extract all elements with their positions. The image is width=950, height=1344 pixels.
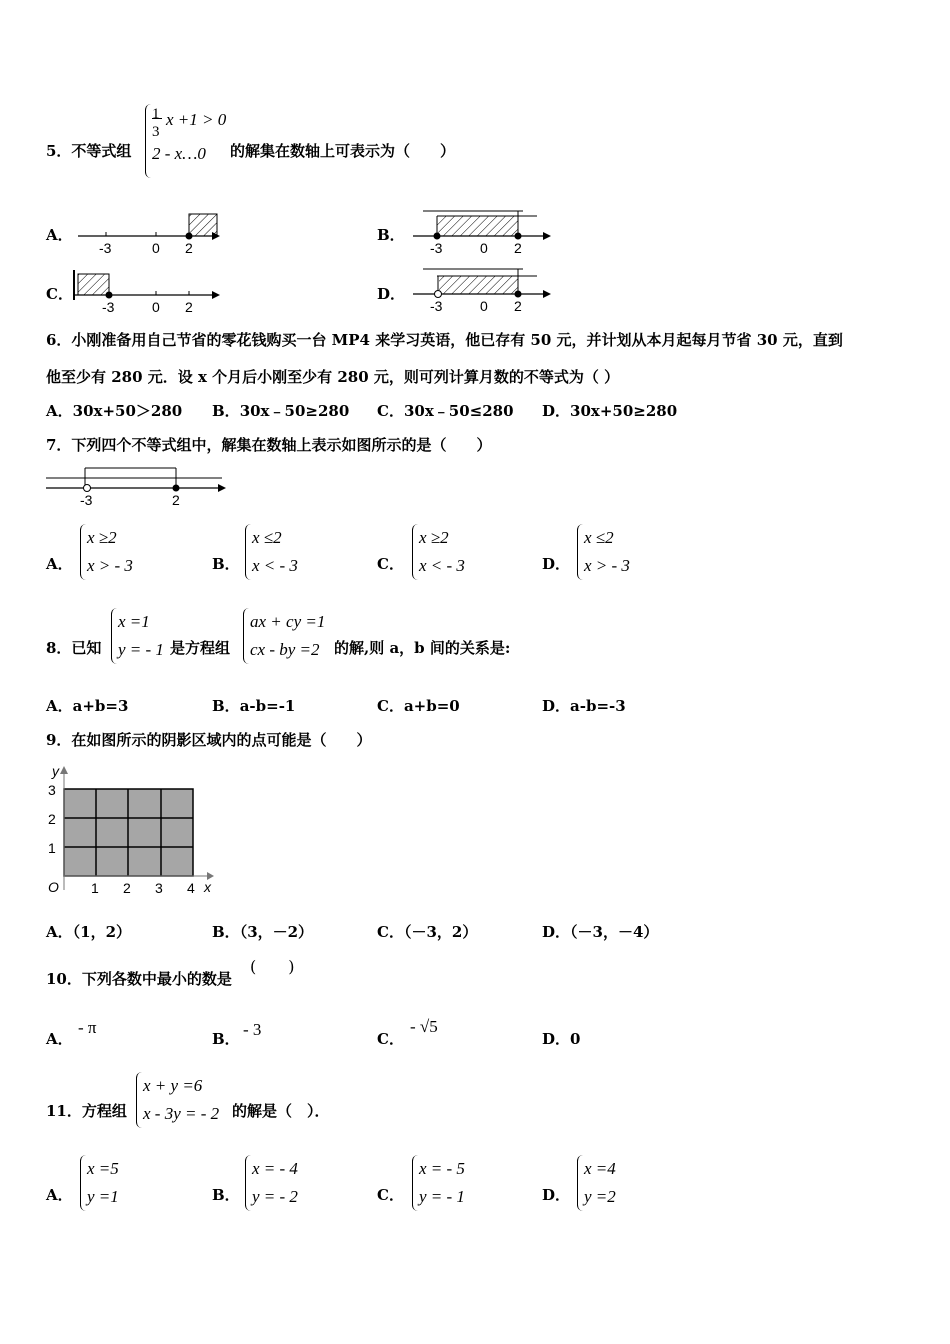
- y-axis-label: y: [52, 763, 59, 779]
- option-label: A．: [46, 923, 73, 941]
- q10-stem: 10．下列各数中最小的数是: [46, 970, 232, 988]
- system-line: x ≥2: [419, 528, 449, 547]
- q5-system: [145, 104, 227, 178]
- option-text: a+b=0: [403, 697, 460, 715]
- q8-suffix: 的解,则 a，b 间的关系是:: [334, 639, 511, 657]
- q8-solution-system: [111, 608, 164, 664]
- tick-label: 2: [185, 299, 193, 315]
- q11-prefix: 11．方程组: [46, 1102, 127, 1120]
- system-line: x < - 3: [419, 556, 465, 575]
- tick-label: 2: [172, 492, 180, 508]
- q7-option-b-system: [245, 524, 298, 580]
- option-text: 30x+50＞280: [72, 402, 183, 420]
- q9-stem: 9．在如图所示的阴影区域内的点可能是（ ）: [46, 731, 372, 749]
- q5-numberline-b: [405, 206, 560, 258]
- q5-option-d-label[interactable]: D．: [377, 285, 406, 303]
- q8-mid: 是方程组: [170, 639, 231, 657]
- q7-numberline: [44, 462, 234, 510]
- q5-prefix: 5．不等式组: [46, 142, 132, 160]
- tick-label: 0: [480, 298, 488, 314]
- q11-option-a-label[interactable]: A．: [46, 1186, 73, 1204]
- q8-equation-system: [243, 608, 325, 664]
- option-text: （3，－2）: [239, 923, 314, 941]
- tick-label: 2: [185, 240, 193, 256]
- system-line: x =4: [584, 1159, 616, 1178]
- q6-option-b[interactable]: [212, 400, 349, 421]
- system-line: x = - 5: [419, 1159, 465, 1178]
- system-line: cx - by =2: [250, 640, 320, 659]
- option-label: A．: [46, 697, 73, 715]
- origin-label: O: [48, 879, 59, 895]
- system-line: x - 3y = - 2: [143, 1104, 220, 1123]
- option-label: C．: [377, 697, 404, 715]
- q9-option-b[interactable]: [212, 921, 313, 942]
- q10-option-d[interactable]: [542, 1028, 580, 1049]
- q7-option-a-label[interactable]: A．: [46, 555, 73, 573]
- system-line: x ≥2: [87, 528, 117, 547]
- y-tick-label: 1: [48, 840, 56, 856]
- q11-suffix: 的解是（ ）．: [232, 1102, 330, 1120]
- system-line: x =5: [87, 1159, 119, 1178]
- option-text: （1，2）: [72, 923, 132, 941]
- system-line: x + y =6: [143, 1076, 203, 1095]
- q11-option-a-system: [80, 1155, 119, 1211]
- q11-option-b-label[interactable]: B．: [212, 1186, 240, 1204]
- option-text: 30x﹣50≥280: [239, 402, 350, 420]
- tick-label: 2: [514, 298, 522, 314]
- q6-option-a[interactable]: [46, 400, 182, 421]
- option-text: a+b=3: [72, 697, 129, 715]
- system-line: x > - 3: [87, 556, 133, 575]
- q10-paren: ( ): [250, 957, 295, 976]
- q6-line1: 6．小刚准备用自己节省的零花钱购买一台 MP4 来学习英语，他已存有 50 元，并计划从本月起每月节省 30 元，直到: [46, 331, 843, 349]
- q10-option-b-value: - 3: [243, 1020, 262, 1039]
- tick-label: 0: [152, 240, 160, 256]
- x-axis-label: x: [204, 879, 211, 895]
- q9-option-d[interactable]: [542, 921, 658, 942]
- tick-label: -3: [80, 492, 93, 508]
- option-label: D．: [542, 1030, 571, 1048]
- q8-option-d[interactable]: [542, 695, 626, 716]
- option-label: D．: [542, 923, 571, 941]
- q7-option-a-system: [80, 524, 133, 580]
- q5-suffix: 的解集在数轴上可表示为（ ）: [230, 142, 456, 160]
- system-line: ax + cy =1: [250, 612, 326, 631]
- q7-option-c-system: [412, 524, 465, 580]
- option-text: （－3，2）: [403, 923, 478, 941]
- q5-line2: 2 - x…0: [152, 144, 206, 163]
- tick-label: 0: [480, 240, 488, 256]
- option-text: （－3，－4）: [570, 923, 659, 941]
- option-label: D．: [542, 402, 571, 420]
- q5-line1: [152, 104, 227, 140]
- option-text: 30x+50≥280: [570, 402, 678, 420]
- q11-option-b-system: [245, 1155, 298, 1211]
- q9-coordinate-grid: [44, 762, 224, 902]
- system-line: y = - 1: [419, 1187, 465, 1206]
- q5-option-a-label[interactable]: A．: [46, 226, 73, 244]
- q5-frac-den: 3: [152, 124, 160, 140]
- q10-option-c-label[interactable]: C．: [377, 1030, 404, 1048]
- option-text: 30x﹣50≤280: [403, 402, 514, 420]
- system-line: y =1: [87, 1187, 119, 1206]
- q5-numberline-c: [70, 266, 230, 316]
- q8-option-c[interactable]: [377, 695, 460, 716]
- q5-numberline-d: [405, 264, 560, 316]
- q8-option-a[interactable]: [46, 695, 128, 716]
- system-line: x ≤2: [584, 528, 614, 547]
- tick-label: -3: [430, 240, 443, 256]
- q10-option-a-label[interactable]: A．: [46, 1030, 73, 1048]
- q9-option-a[interactable]: [46, 921, 131, 942]
- q8-prefix: 8．已知: [46, 639, 102, 657]
- q11-option-d-system: [577, 1155, 616, 1211]
- q9-option-c[interactable]: [377, 921, 477, 942]
- x-tick-label: 1: [91, 880, 99, 896]
- q5-frac-num: 1: [152, 106, 160, 122]
- tick-label: -3: [102, 299, 115, 315]
- q11-equation-system: [136, 1072, 219, 1128]
- q5-numberline-a: [70, 208, 230, 258]
- q10-option-c-value: - √5: [410, 1017, 438, 1036]
- x-tick-label: 3: [155, 880, 163, 896]
- q11-option-d-label[interactable]: D．: [542, 1186, 571, 1204]
- y-tick-label: 3: [48, 782, 56, 798]
- q10-option-b-label[interactable]: B．: [212, 1030, 240, 1048]
- q7-option-c-label[interactable]: C．: [377, 555, 404, 573]
- q6-line2: 他至少有 280 元．设 x 个月后小刚至少有 280 元，则可列计算月数的不等式为（ ）: [46, 368, 620, 386]
- system-line: y = - 1: [118, 640, 164, 659]
- option-label: B．: [212, 923, 240, 941]
- q5-option-c-label[interactable]: C．: [46, 285, 73, 303]
- option-label: B．: [212, 402, 240, 420]
- q8-option-b[interactable]: [212, 695, 295, 716]
- tick-label: -3: [99, 240, 112, 256]
- option-label: C．: [377, 923, 404, 941]
- q7-option-d-system: [577, 524, 630, 580]
- system-line: x = - 4: [252, 1159, 298, 1178]
- option-text: a-b=-1: [239, 697, 296, 715]
- y-tick-label: 2: [48, 811, 56, 827]
- system-line: x =1: [118, 612, 150, 631]
- option-label: B．: [212, 697, 240, 715]
- x-tick-label: 2: [123, 880, 131, 896]
- q7-option-b-label[interactable]: B．: [212, 555, 240, 573]
- tick-label: 2: [514, 240, 522, 256]
- system-line: y =2: [584, 1187, 616, 1206]
- option-text: a-b=-3: [570, 697, 626, 715]
- option-label: C．: [377, 402, 404, 420]
- tick-label: 0: [152, 299, 160, 315]
- system-line: x < - 3: [252, 556, 298, 575]
- option-label: D．: [542, 697, 571, 715]
- system-line: x ≤2: [252, 528, 282, 547]
- q11-option-c-label[interactable]: C．: [377, 1186, 404, 1204]
- x-tick-label: 4: [187, 880, 195, 896]
- q11-option-c-system: [412, 1155, 465, 1211]
- q5-line1-rest: x +1 > 0: [166, 110, 227, 129]
- q6-option-d[interactable]: [542, 400, 677, 421]
- option-label: A．: [46, 402, 73, 420]
- q6-option-c[interactable]: [377, 400, 514, 421]
- tick-label: -3: [430, 298, 443, 314]
- option-text: 0: [570, 1030, 581, 1048]
- q5-option-b-label[interactable]: B．: [377, 226, 405, 244]
- system-line: y = - 2: [252, 1187, 298, 1206]
- system-line: x > - 3: [584, 556, 630, 575]
- q7-stem: 7．下列四个不等式组中，解集在数轴上表示如图所示的是（ ）: [46, 436, 492, 454]
- q7-option-d-label[interactable]: D．: [542, 555, 571, 573]
- q10-option-a-value: - π: [78, 1018, 97, 1037]
